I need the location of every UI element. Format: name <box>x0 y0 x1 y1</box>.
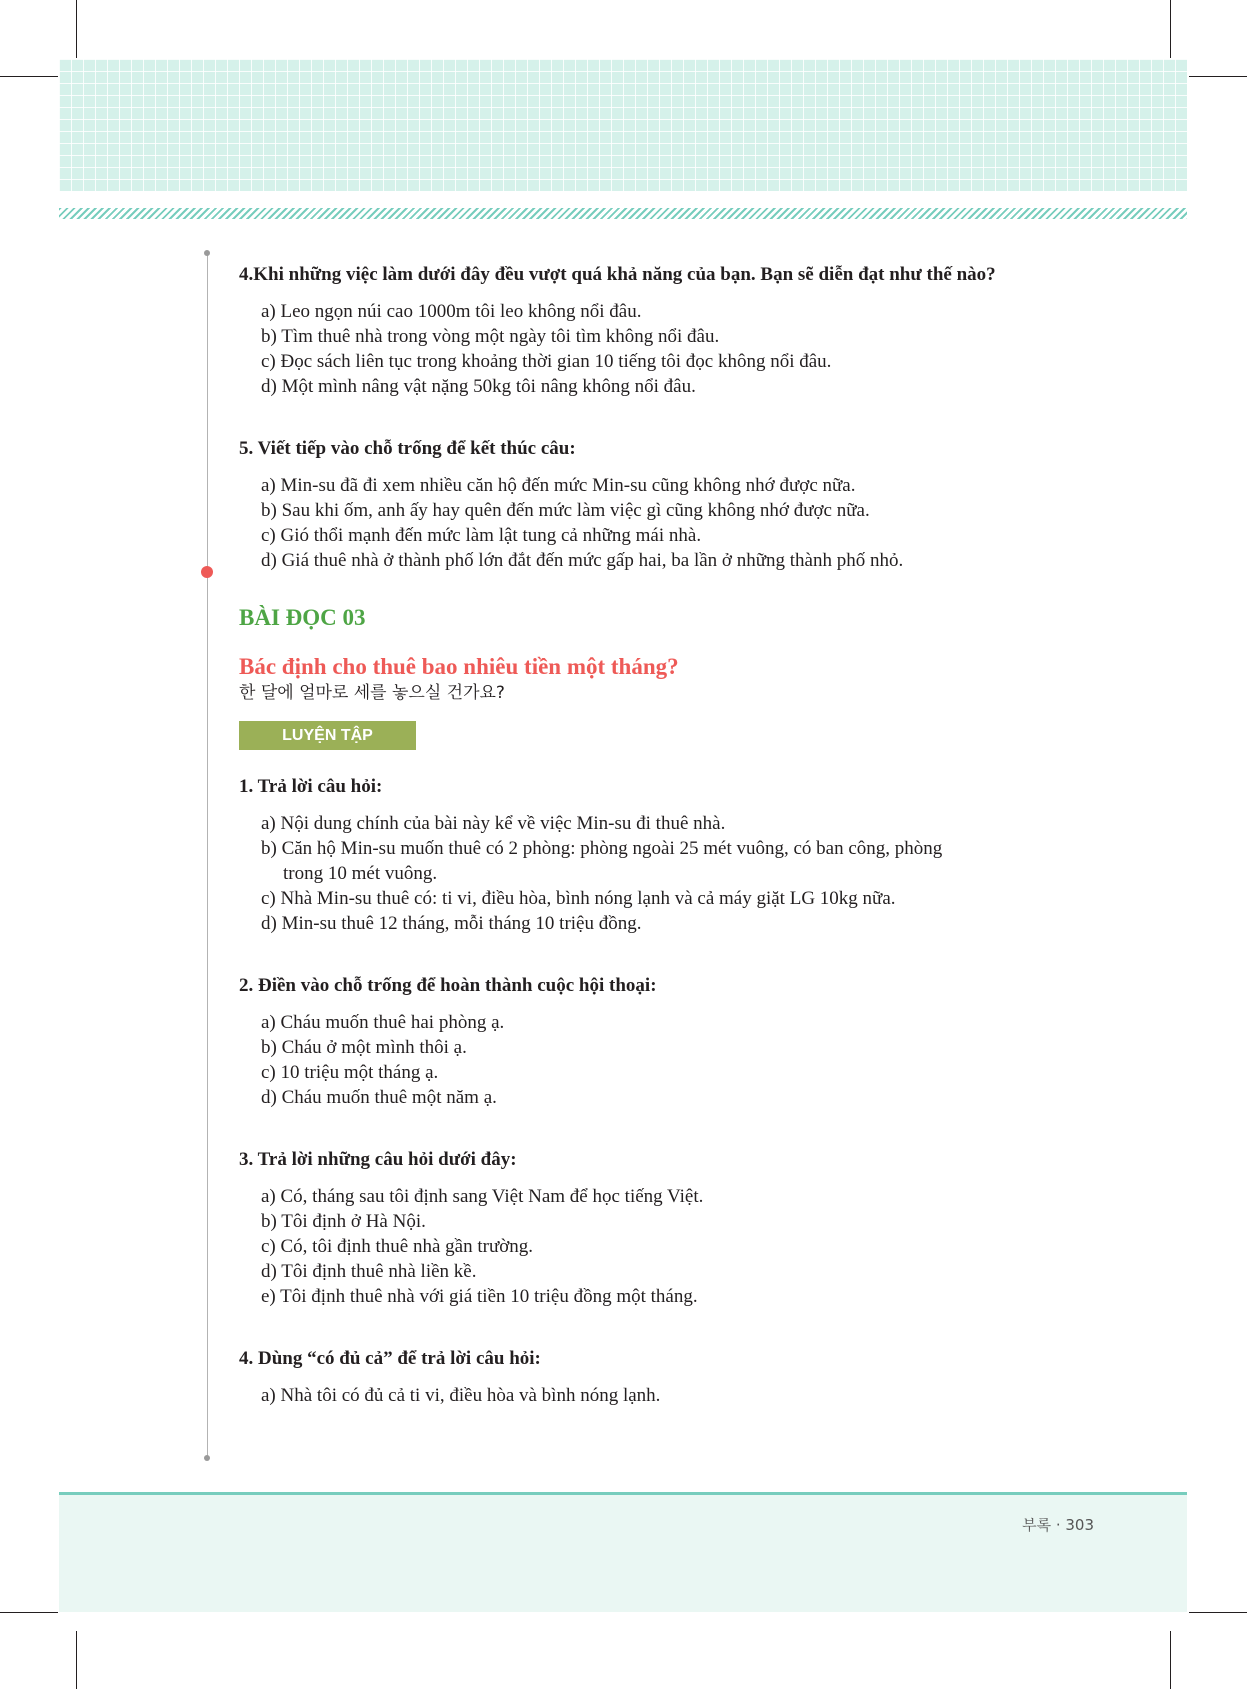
answer-list <box>239 473 1069 573</box>
answer-item <box>261 836 1069 886</box>
margin-dot-top <box>204 250 210 256</box>
answer-item: b) Tìm thuê nhà trong vòng một ngày tôi tìm không nổi đâu. <box>261 326 720 347</box>
page-content <box>239 262 1069 1445</box>
header-grid-band <box>59 59 1187 191</box>
answer-list <box>239 299 1069 399</box>
header-hatch-band <box>59 208 1187 219</box>
prev-question-5 <box>239 436 1069 573</box>
question-title: 4. Dùng “có đủ cả” để trả lời câu hỏi: <box>239 1348 541 1369</box>
answer-item: a) Min-su đã đi xem nhiều căn hộ đến mức Min-su cũng không nhớ được nữa. <box>261 475 856 496</box>
lesson-subtitle-ko: 한 달에 얼마로 세를 놓으실 건가요? <box>239 683 505 703</box>
answer-item: c) Có, tôi định thuê nhà gần trường. <box>261 1236 534 1257</box>
answer-list <box>239 1383 1069 1408</box>
answer-line: b) Căn hộ Min-su muốn thuê có 2 phòng: phòng ngoài 25 mét vuông, có ban công, phòng <box>261 838 943 859</box>
crop-mark <box>1170 1631 1171 1689</box>
answer-list <box>239 1184 1069 1309</box>
question-title: 1. Trả lời câu hỏi: <box>239 776 383 797</box>
answer-item: c) 10 triệu một tháng ạ. <box>261 1062 439 1083</box>
margin-dot-bottom <box>204 1455 210 1461</box>
answer-item: b) Cháu ở một mình thôi ạ. <box>261 1037 467 1058</box>
answer-item: a) Nội dung chính của bài này kể về việc Min-su đi thuê nhà. <box>261 813 726 834</box>
answer-item: b) Tôi định ở Hà Nội. <box>261 1211 426 1232</box>
margin-line <box>207 253 208 1458</box>
answer-item: a) Leo ngọn núi cao 1000m tôi leo không nổi đâu. <box>261 301 642 322</box>
answer-line-continued: trong 10 mét vuông. <box>283 863 438 884</box>
exercise-2 <box>239 973 1069 1110</box>
answer-item: d) Giá thuê nhà ở thành phố lớn đắt đến mức gấp hai, ba lần ở những thành phố nhỏ. <box>261 550 904 571</box>
answer-list <box>239 1010 1069 1110</box>
exercise-3 <box>239 1147 1069 1309</box>
prev-question-4 <box>239 262 1069 399</box>
answer-item: a) Có, tháng sau tôi định sang Việt Nam để học tiếng Việt. <box>261 1186 704 1207</box>
page-number: 부록 · 303 <box>1022 1516 1094 1534</box>
crop-mark <box>76 1631 77 1689</box>
answer-item: d) Một mình nâng vật nặng 50kg tôi nâng không nổi đâu. <box>261 376 696 397</box>
crop-mark <box>1189 76 1247 77</box>
answer-item: c) Đọc sách liên tục trong khoảng thời gian 10 tiếng tôi đọc không nổi đâu. <box>261 351 832 372</box>
crop-mark <box>0 76 58 77</box>
answer-item: d) Min-su thuê 12 tháng, mỗi tháng 10 triệu đồng. <box>261 913 642 934</box>
crop-mark <box>1170 0 1171 58</box>
practice-badge: LUYỆN TẬP <box>239 721 416 750</box>
lesson-title: BÀI ĐỌC 03 <box>239 605 366 630</box>
margin-dot-red <box>201 566 213 578</box>
crop-mark <box>0 1612 58 1613</box>
answer-item: e) Tôi định thuê nhà với giá tiền 10 triệu đồng một tháng. <box>261 1286 698 1307</box>
question-title: 5. Viết tiếp vào chỗ trống để kết thúc câu: <box>239 438 576 459</box>
answer-item: d) Cháu muốn thuê một năm ạ. <box>261 1087 497 1108</box>
answer-item: a) Nhà tôi có đủ cả ti vi, điều hòa và bình nóng lạnh. <box>261 1385 661 1406</box>
answer-item: a) Cháu muốn thuê hai phòng ạ. <box>261 1012 505 1033</box>
exercise-1 <box>239 774 1069 936</box>
exercise-4 <box>239 1346 1069 1408</box>
lesson-subtitle-vi: Bác định cho thuê bao nhiêu tiền một tháng? <box>239 654 679 679</box>
answer-item: c) Gió thổi mạnh đến mức làm lật tung cả những mái nhà. <box>261 525 702 546</box>
answer-list <box>239 811 1069 936</box>
answer-item: b) Sau khi ốm, anh ấy hay quên đến mức làm việc gì cũng không nhớ được nữa. <box>261 500 870 521</box>
crop-mark <box>76 0 77 58</box>
question-title: 3. Trả lời những câu hỏi dưới đây: <box>239 1149 517 1170</box>
question-title: 4.Khi những việc làm dưới đây đều vượt quá khả năng của bạn. Bạn sẽ diễn đạt như thế nào? <box>239 264 996 285</box>
question-title: 2. Điền vào chỗ trống để hoàn thành cuộc hội thoại: <box>239 975 657 996</box>
answer-item: d) Tôi định thuê nhà liền kề. <box>261 1261 477 1282</box>
crop-mark <box>1189 1612 1247 1613</box>
footer-band <box>59 1495 1187 1612</box>
answer-item: c) Nhà Min-su thuê có: ti vi, điều hòa, bình nóng lạnh và cả máy giặt LG 10kg nữa. <box>261 888 896 909</box>
